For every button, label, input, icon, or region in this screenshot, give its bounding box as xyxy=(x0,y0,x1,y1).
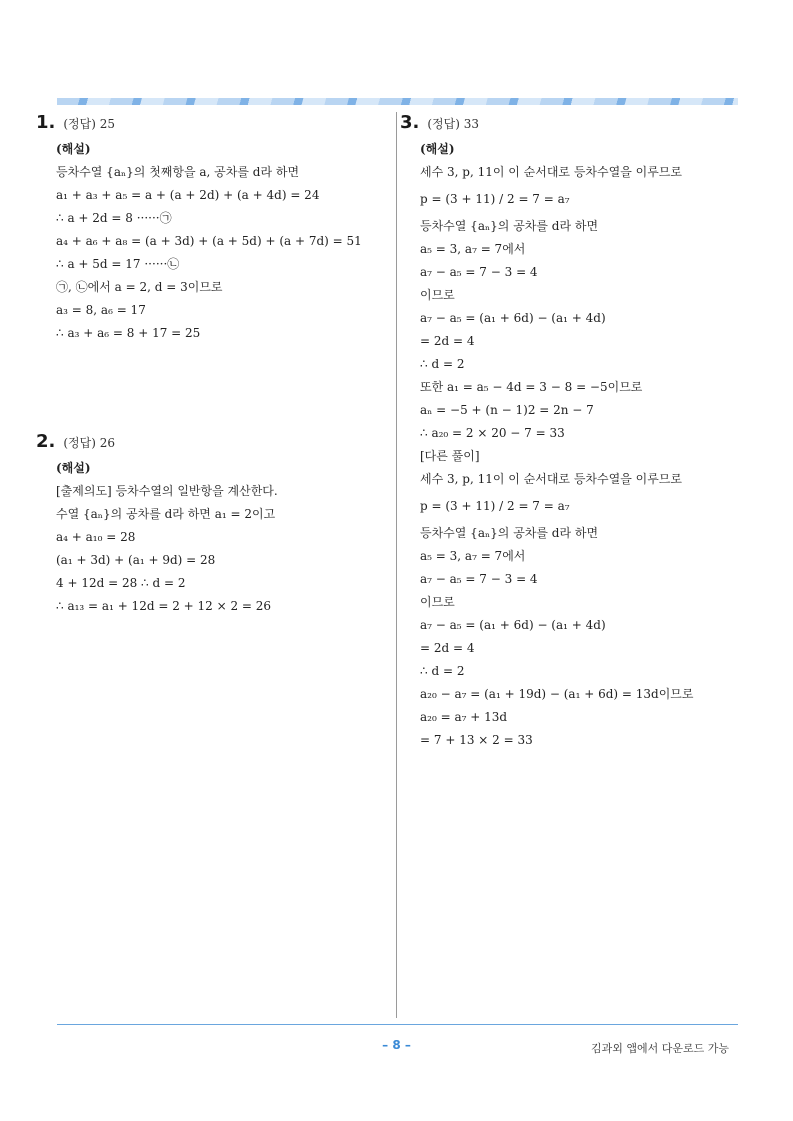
solution-line: 수열 {aₙ}의 공차를 d라 하면 a₁ = 2이고 xyxy=(56,507,276,521)
solution-lines xyxy=(36,138,388,345)
solution-line: a₅ = 3, a₇ = 7에서 xyxy=(420,549,526,563)
solution-line: 등차수열 {aₙ}의 첫째항을 a, 공차를 d라 하면 xyxy=(56,165,300,179)
solution-line: 등차수열 {aₙ}의 공차를 d라 하면 xyxy=(420,219,599,233)
solution-line: ∴ a + 5d = 17 ······㉡ xyxy=(56,257,180,271)
solution-line: 이므로 xyxy=(420,288,455,302)
problem-2 xyxy=(36,431,388,618)
solution-line: = 2d = 4 xyxy=(420,334,475,348)
solution-line: a₃ = 8, a₆ = 17 xyxy=(56,303,146,317)
solution-line: a₇ − a₅ = (a₁ + 6d) − (a₁ + 4d) xyxy=(420,311,606,325)
solution-heading: (해설) xyxy=(56,461,91,475)
solution-line: ㉠, ㉡에서 a = 2, d = 3이므로 xyxy=(56,280,223,294)
solution-line: a₂₀ − a₇ = (a₁ + 19d) − (a₁ + 6d) = 13d이므로 xyxy=(420,687,694,701)
solution-line: a₇ − a₅ = 7 − 3 = 4 xyxy=(420,265,538,279)
solution-line: 등차수열 {aₙ}의 공차를 d라 하면 xyxy=(420,526,599,540)
problem-header xyxy=(400,112,736,138)
solution-line: ∴ d = 2 xyxy=(420,357,465,371)
solution-heading: (해설) xyxy=(56,142,91,156)
solution-line: a₇ − a₅ = (a₁ + 6d) − (a₁ + 4d) xyxy=(420,618,606,632)
right-column xyxy=(400,112,736,752)
header-decor-bar xyxy=(57,98,738,105)
left-column xyxy=(36,112,388,618)
solution-line: 세수 3, p, 11이 이 순서대로 등차수열을 이루므로 xyxy=(420,165,682,179)
solution-line: aₙ = −5 + (n − 1)2 = 2n − 7 xyxy=(420,403,594,417)
answer-label: (정답) 25 xyxy=(63,117,116,131)
solution-line: a₇ − a₅ = 7 − 3 = 4 xyxy=(420,572,538,586)
problem-number: 2. xyxy=(36,431,56,452)
alt-solution-heading: [다른 풀이] xyxy=(420,449,480,463)
problem-number: 1. xyxy=(36,112,56,133)
answer-label: (정답) 26 xyxy=(63,436,116,450)
solution-line: a₂₀ = a₇ + 13d xyxy=(420,710,508,724)
solution-line: ∴ a₂₀ = 2 × 20 − 7 = 33 xyxy=(420,426,565,440)
page-number: – 8 – xyxy=(382,1038,411,1052)
solution-line: ∴ a + 2d = 8 ······㉠ xyxy=(56,211,172,225)
solution-line: 세수 3, p, 11이 이 순서대로 등차수열을 이루므로 xyxy=(420,472,682,486)
solution-line: (a₁ + 3d) + (a₁ + 9d) = 28 xyxy=(56,553,216,567)
solution-line: ∴ d = 2 xyxy=(420,664,465,678)
solution-line: 이므로 xyxy=(420,595,455,609)
solution-line: a₄ + a₆ + a₈ = (a + 3d) + (a + 5d) + (a + 7d) = 51 xyxy=(56,234,362,248)
solution-line: a₄ + a₁₀ = 28 xyxy=(56,530,136,544)
solution-line: = 2d = 4 xyxy=(420,641,475,655)
column-divider xyxy=(396,112,397,1018)
solution-lines xyxy=(36,457,388,618)
problem-header xyxy=(36,112,388,138)
solution-line: 또한 a₁ = a₅ − 4d = 3 − 8 = −5이므로 xyxy=(420,380,643,394)
spacer xyxy=(36,345,388,431)
solution-line: ∴ a₁₃ = a₁ + 12d = 2 + 12 × 2 = 26 xyxy=(56,599,272,613)
solution-line: = 7 + 13 × 2 = 33 xyxy=(420,733,533,747)
solution-lines xyxy=(400,138,736,752)
footer-note: 김과외 앱에서 다운로드 가능 xyxy=(590,1042,729,1055)
problem-3 xyxy=(400,112,736,752)
problem-1 xyxy=(36,112,388,345)
solution-line: 4 + 12d = 28 ∴ d = 2 xyxy=(56,576,186,590)
solution-line: a₁ + a₃ + a₅ = a + (a + 2d) + (a + 4d) = 24 xyxy=(56,188,320,202)
problem-header xyxy=(36,431,388,457)
solution-line: ∴ a₃ + a₆ = 8 + 17 = 25 xyxy=(56,326,201,340)
solution-line: a₅ = 3, a₇ = 7에서 xyxy=(420,242,526,256)
problem-number: 3. xyxy=(400,112,420,133)
footer-rule xyxy=(57,1024,738,1025)
fraction-line: p = (3 + 11) / 2 = 7 = a₇ xyxy=(420,192,570,206)
solution-heading: (해설) xyxy=(420,142,455,156)
fraction-line: p = (3 + 11) / 2 = 7 = a₇ xyxy=(420,499,570,513)
answer-label: (정답) 33 xyxy=(427,117,480,131)
solution-line: [출제의도] 등차수열의 일반항을 계산한다. xyxy=(56,484,278,498)
